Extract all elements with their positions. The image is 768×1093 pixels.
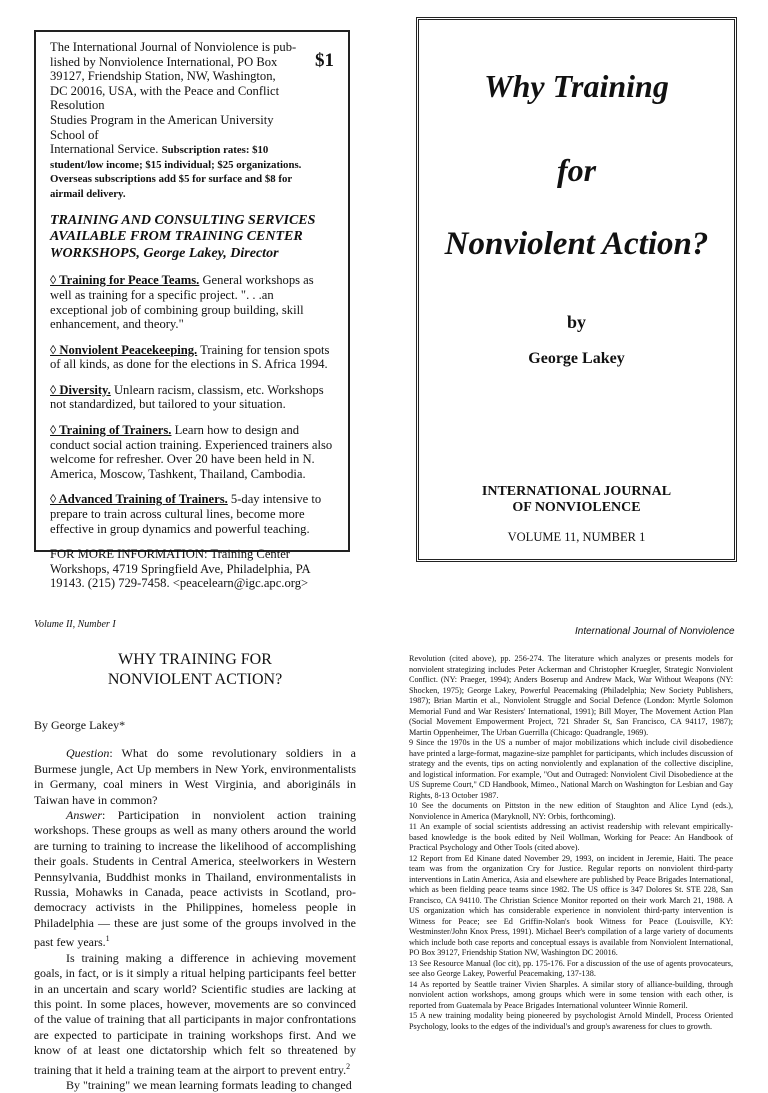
service-title: ◊ Diversity. — [50, 382, 111, 397]
service-description: Training for tension spots of all kinds, as done for the elections in S. Africa 1994. — [50, 342, 330, 372]
journal-intro — [50, 40, 334, 201]
endnote: 9 Since the 1970s in the US a number of major mobilizations which include civil disobedience have printed a large-format, magazine-size pamphlet for participants, which includes discussion of strategy and the events, tips on acting nonviolently and explanation of the collective discipline, and logistical information. For example, "Out and Outraged: Nonviolent Civil Disobedience at the US Supreme Court," CD Handbook, Mimeo., National March on Washington for Lesbian and Gay Rights, 8-13 October 1987. — [409, 738, 733, 800]
intro-line: DC 20016, USA, with the Peace and Conflict Resolution — [50, 83, 280, 113]
title-line-1: Why Training — [484, 68, 669, 104]
service-title: ◊ Training for Peace Teams. — [50, 273, 200, 288]
more-information: FOR MORE INFORMATION: Training Center Workshops, 4719 Springfield Ave, Philadelphia, PA 19143. (215) 729-7458. <peacelearn@igc.apc.org> — [50, 547, 310, 591]
endnote: 14 As reported by Seattle trainer Vivien Sharples. A similar story of alliance-building, through nonviolent action workshops, among groups which were in some tension with each other, is reported from Guatemala by Peace Brigades International volunteer Winnie Romeril. — [409, 979, 733, 1010]
page-header-journal: International Journal of Nonviolence — [575, 626, 735, 637]
footnote-ref: 1 — [105, 934, 110, 944]
service-item — [50, 343, 334, 372]
intro-line: lished by Nonviolence International, PO Box — [50, 54, 278, 69]
subscription-rates: Subscription rates: $10 student/low income; $15 individual; $25 organizations. Overseas subscriptions add $5 for surface and $8 for airmail delivery. — [50, 144, 302, 200]
endnote: Revolution (cited above), pp. 256-274. The literature which analyzes or presents models for nonviolent strategizing includes Peter Ackerman and Christopher Kruegler, Strategic Nonviolent Conflict. (NY: Praeger, 1994); Anders Boserup and Andrew Mack, War Without Weapons (NY: Shocken, 1975); George Lakey, Powerful Peacemaking (Philadelphia; New Society Publishers, 1987); Brian Martin et al., Nonviolent Struggle and Social Defence (London: Myrtle Solomon Memorial Fund and War Resisters' International, 1991); Bill Moyer, The Movement Action Plan (Social Movement Empowerment Project, 721 Shrader St, San Francisco, CA 94117, 1987); Martin Oppenheimer, The Urban Guerrilla (Chicago: Quadrangle, 1969). — [409, 654, 733, 737]
article-byline: By George Lakey* — [34, 718, 126, 732]
title-line-3: Nonviolent Action? — [444, 226, 709, 262]
by-label: by — [566, 312, 586, 332]
paragraph-text: : Participation in nonviolent action training workshops. These groups as well as many others around the world are turning to training to increase the likelihood of accomplishing their goals. Students in Central America, steelworkers in Western Pennsylvania, Buddhist monks in Thailand, environmentalists in Russia, Mohawks in Canada, peace activists in Scotland, pro-democracy activists in the Philippines, homeless people in Philadelphia — these are just some of the groups involved in the past few years. — [34, 808, 356, 950]
title-box — [416, 17, 737, 562]
article-paragraph — [34, 1078, 356, 1093]
service-description: 5-day intensive to prepare to train across cultural lines, become more effective in group dynamics and powerful teaching. — [50, 492, 322, 536]
service-description: Unlearn racism, classism, etc. Workshops not standardized, but tailored to your situation. — [50, 382, 324, 412]
intro-line: 39127, Friendship Station, NW, Washington, — [50, 69, 276, 84]
service-item — [50, 492, 334, 536]
article — [34, 650, 356, 1093]
paragraph-label: Question — [66, 746, 110, 761]
page-header-volume: Volume II, Number I — [34, 619, 116, 630]
article-paragraph — [34, 746, 356, 808]
service-title: ◊ Advanced Training of Trainers. — [50, 492, 228, 507]
paragraph-label: Answer — [66, 808, 102, 823]
paragraph-text: : What do some revolutionary soldiers in a Burmese jungle, Act Up members in New York, environmentalists in Germany, coal miners in West Virginia, and aborigináls in Taiwan have in common? — [34, 746, 356, 807]
service-description: General workshops as well as training for a specific project. ". . .an exceptional job of combining group building, skill enhancement, and theory." — [50, 273, 314, 332]
endnote: 15 A new training modality being pioneered by psychologist Arnold Mindell, Process Oriented Psychology, looks to the edges of the individual's and group's awareness for clues to growth. — [409, 1011, 733, 1031]
endnotes — [409, 654, 733, 1031]
info-box — [34, 30, 350, 591]
intro-line: The International Journal of Nonviolence is pub- — [50, 40, 297, 54]
service-description: Learn how to design and conduct social action training. Experienced trainers also welcome for refresher. Over 20 have been held in N. America, Moscow, Tashkent, Thailand, Cambodia. — [50, 423, 333, 481]
journal-name-line: OF NONVIOLENCE — [512, 500, 641, 515]
article-paragraph — [34, 951, 356, 1078]
endnote: 12 Report from Ed Kinane dated November 29, 1993, on incident in Jeremie, Haiti. The peace team was from the organization Cry for Justice. Regular reports on nonviolent third-party interventions in Latin America, Asia and elsewhere are published by Peace Brigades International, which as been fielding peace teams since 1982. The US office is 347 Dolores St. STE 228, San Francisco, CA 94110. The Christian Science Monitor reported on their work March 21, 1988. A US organization which has considerable experience in nonviolent third-party intervention is Witness for Peace; see Ed Griffin-Nolan's book Witness for Peace (Louisville, KY: Westminster/John Knox Press, 1991). Michael Beer's compilation of a large variety of documents which include both case reports and conceptual essays is available from Nonviolent International, PO Box 39127, Friendship Station NW, Washington DC 20016. — [409, 853, 733, 957]
endnote: 11 An example of social scientists addressing an activist readership with relevant empirically-based knowledge is the book edited by Neil Wollman, Working for Peace: An Handbook of Practical Psychology and Other Tools (cited above). — [409, 822, 733, 852]
article-paragraph — [34, 808, 356, 951]
author-name: George Lakey — [528, 350, 625, 367]
service-item — [50, 423, 334, 481]
article-title-line: WHY TRAINING FOR — [118, 651, 272, 668]
journal-name-line: INTERNATIONAL JOURNAL — [481, 484, 672, 499]
services-heading: TRAINING AND CONSULTING SERVICES AVAILABLE FROM TRAINING CENTER WORKSHOPS, George Lakey, Director — [50, 212, 316, 261]
paragraph-text: Is training making a difference in achieving movement goals, in fact, or is it simply a ritual helping participants feel better in an uncertain and scary world? Scientific studies are lacking at this point. In some places, however, movements are so convinced of the value of training that all participants in major confrontations are expected to participate in training workshops first. And we know of at least one dictatorship which felt so threatened by training that it held a training team at the airport to prevent entry. — [34, 950, 356, 1077]
price-label: $1 — [315, 50, 334, 71]
intro-line: International Service. — [50, 142, 159, 157]
footnote-ref: 2 — [346, 1061, 351, 1071]
service-title: ◊ Nonviolent Peacekeeping. — [50, 342, 198, 357]
service-title: ◊ Training of Trainers. — [50, 423, 172, 438]
volume-number: VOLUME 11, NUMBER 1 — [507, 530, 646, 544]
service-item — [50, 273, 334, 331]
intro-line: Studies Program in the American University School of — [50, 112, 274, 142]
service-item — [50, 383, 334, 412]
article-title — [34, 650, 356, 690]
journal-name — [419, 484, 734, 516]
endnote: 10 See the documents on Pittston in the new edition of Staughton and Alice Lynd (eds.), Nonviolence in America (Maryknoll, NY: Orbis, forthcoming). — [409, 801, 733, 821]
title-line-2: for — [556, 152, 597, 188]
article-title-line: NONVIOLENT ACTION? — [107, 671, 283, 688]
paragraph-text: By "training" we mean learning formats leading to changed — [66, 1077, 352, 1092]
endnote: 13 See Resource Manual (loc cit), pp. 175-176. For a discussion of the use of agents provocateurs, see also George Lakey, Powerful Peacemaking, 137-138. — [409, 958, 733, 978]
